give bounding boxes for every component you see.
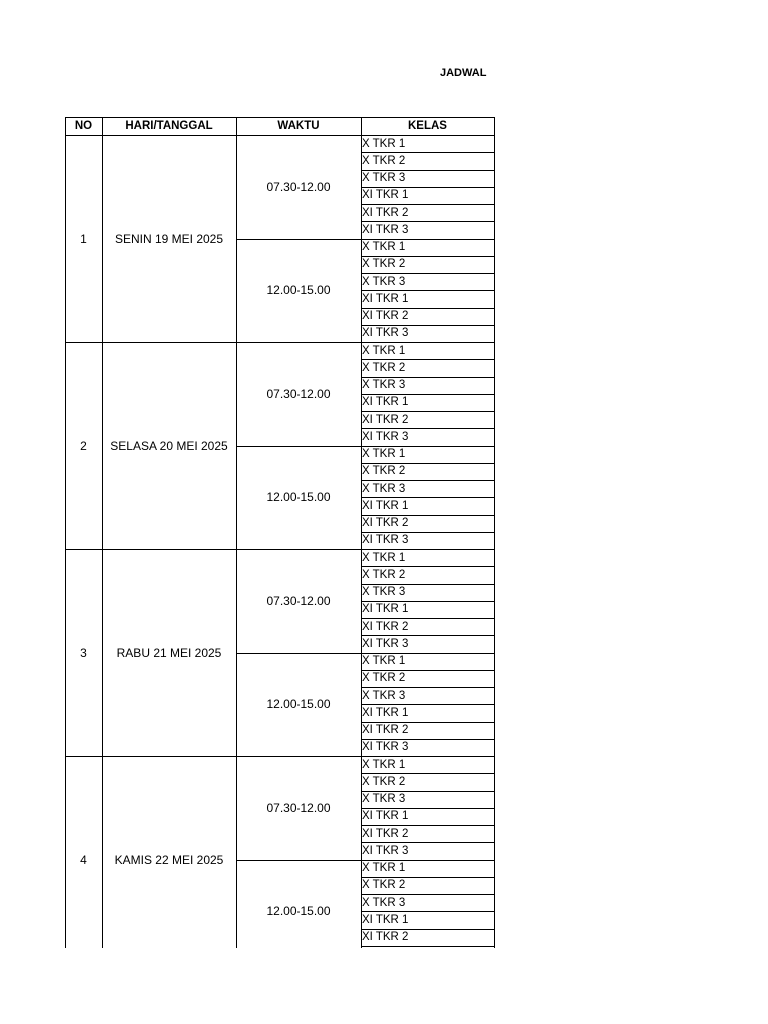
- class-cell: XI TKR 3: [362, 844, 409, 857]
- class-cell: X TKR 2: [362, 258, 406, 271]
- class-cell: XI TKR 2: [362, 310, 409, 323]
- class-cell: X TKR 2: [362, 361, 406, 374]
- session-time: 07.30-12.00: [266, 179, 331, 194]
- class-cell: XI TKR 2: [362, 413, 409, 426]
- class-cell: XI TKR 2: [362, 206, 409, 219]
- class-cell: X TKR 3: [362, 379, 406, 392]
- day-date: SELASA 20 MEI 2025: [110, 438, 228, 453]
- class-cell: X TKR 1: [362, 862, 406, 875]
- header-day: HARI/TANGGAL: [125, 120, 213, 132]
- class-cell: X TKR 1: [362, 344, 406, 357]
- session-time: 07.30-12.00: [266, 386, 331, 401]
- class-cell: XI TKR 2: [362, 724, 409, 737]
- day-date: SENIN 19 MEI 2025: [114, 231, 224, 246]
- class-cell: X TKR 3: [362, 586, 406, 599]
- class-cell: X TKR 3: [362, 482, 406, 495]
- class-cell: XI TKR 3: [362, 534, 409, 547]
- class-cell: XI TKR 1: [362, 189, 409, 202]
- class-cell: XI TKR 1: [362, 913, 409, 926]
- session-time: 07.30-12.00: [266, 593, 331, 608]
- class-cell: XI TKR 3: [362, 430, 409, 443]
- class-cell: XI TKR 3: [362, 223, 409, 236]
- day-number: 2: [80, 438, 87, 453]
- class-cell: XI TKR 2: [362, 931, 409, 944]
- class-cell: XI TKR 3: [362, 327, 409, 340]
- class-cell: X TKR 2: [362, 154, 406, 167]
- class-cell: X TKR 3: [362, 689, 406, 702]
- day-number: 4: [80, 852, 87, 867]
- class-cell: X TKR 1: [362, 551, 406, 564]
- class-cell: XI TKR 2: [362, 620, 409, 633]
- class-cell: X TKR 1: [362, 448, 406, 461]
- class-cell: XI TKR 2: [362, 827, 409, 840]
- class-cell: XI TKR 3: [362, 741, 409, 754]
- class-cell: XI TKR 1: [362, 810, 409, 823]
- class-cell: XI TKR 1: [362, 499, 409, 512]
- day-date: KAMIS 22 MEI 2025: [114, 852, 224, 867]
- class-cell: X TKR 1: [362, 241, 406, 254]
- class-cell: X TKR 2: [362, 568, 406, 581]
- class-cell: X TKR 2: [362, 775, 406, 788]
- class-cell: X TKR 2: [362, 672, 406, 685]
- session-time: 12.00-15.00: [266, 904, 331, 919]
- session-time: 12.00-15.00: [266, 283, 331, 298]
- class-cell: XI TKR 1: [362, 292, 409, 305]
- header-time: WAKTU: [277, 120, 320, 132]
- header-class: KELAS: [408, 120, 447, 132]
- class-cell: X TKR 1: [362, 758, 406, 771]
- session-time: 12.00-15.00: [266, 490, 331, 505]
- schedule-table: [65, 117, 495, 948]
- day-number: 1: [80, 231, 87, 246]
- class-cell: X TKR 1: [362, 655, 406, 668]
- page-title: JADWAL: [440, 67, 487, 79]
- class-cell: X TKR 3: [362, 793, 406, 806]
- session-time: 12.00-15.00: [266, 697, 331, 712]
- day-number: 3: [80, 645, 87, 660]
- header-no: NO: [74, 120, 93, 132]
- day-date: RABU 21 MEI 2025: [116, 645, 222, 660]
- class-cell: XI TKR 2: [362, 517, 409, 530]
- class-cell: X TKR 1: [362, 137, 406, 150]
- class-cell: X TKR 3: [362, 896, 406, 909]
- class-cell: X TKR 3: [362, 275, 406, 288]
- column-border: [494, 117, 495, 948]
- class-cell: X TKR 2: [362, 465, 406, 478]
- class-cell: X TKR 3: [362, 172, 406, 185]
- class-cell: X TKR 2: [362, 879, 406, 892]
- class-cell: XI TKR 1: [362, 603, 409, 616]
- class-cell: XI TKR 3: [362, 637, 409, 650]
- class-row-border: [361, 946, 494, 947]
- class-cell: XI TKR 1: [362, 396, 409, 409]
- session-time: 07.30-12.00: [266, 800, 331, 815]
- table-top-border: [65, 117, 495, 118]
- class-cell: XI TKR 1: [362, 706, 409, 719]
